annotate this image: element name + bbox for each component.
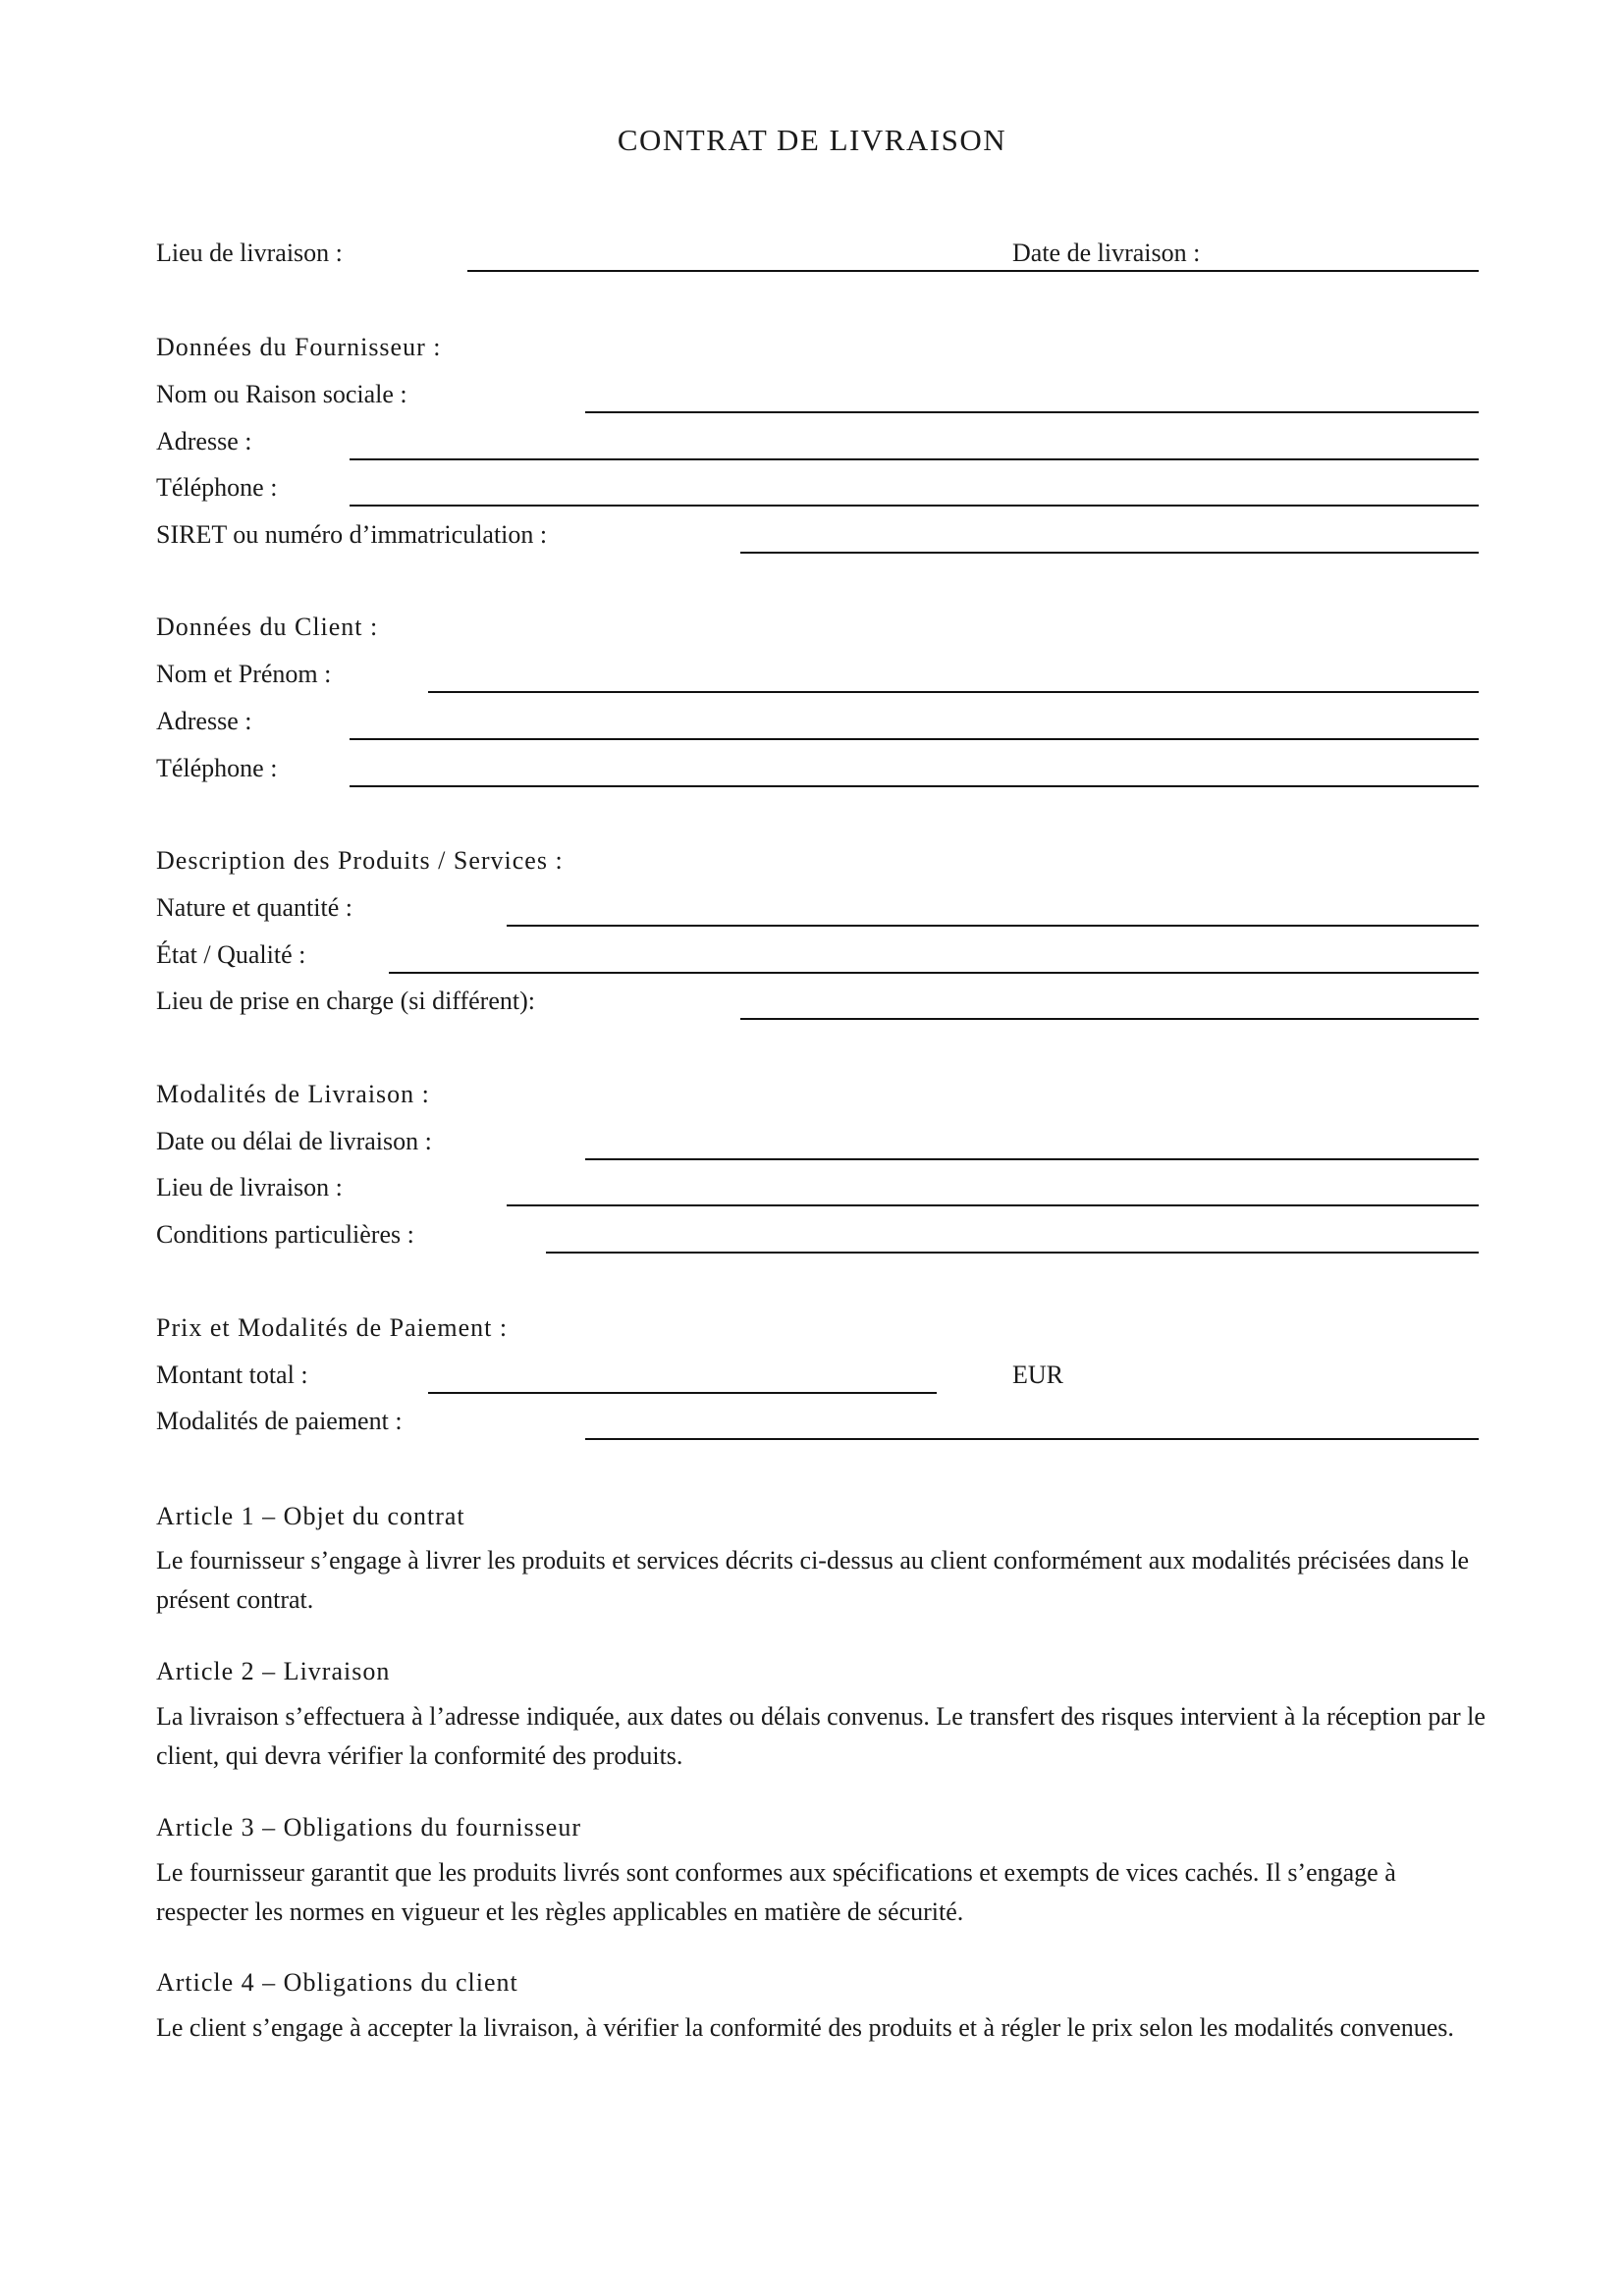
client-name-label: Nom et Prénom : xyxy=(156,660,332,688)
supplier-name-field[interactable] xyxy=(585,411,1479,413)
supplier-address-field[interactable] xyxy=(350,458,1479,460)
article-2-text: La livraison s’effectuera à l’adresse indiquée, aux dates ou délais convenus. Le transfert des risques intervient à la réception par le client, qui devra vérifier la conformité des produits. xyxy=(156,1702,1486,1770)
client-phone-label: Téléphone : xyxy=(156,754,278,782)
supplier-name-label: Nom ou Raison sociale : xyxy=(156,380,407,408)
delivery-place-label: Lieu de livraison : xyxy=(156,239,343,267)
client-name-field[interactable] xyxy=(428,691,1479,693)
delivery-date-label: Date de livraison : xyxy=(1012,239,1201,267)
payment-heading: Prix et Modalités de Paiement : xyxy=(156,1313,509,1342)
supplier-siret-label: SIRET ou numéro d’immatriculation : xyxy=(156,520,548,549)
article-1-heading: Article 1 – Objet du contrat xyxy=(156,1502,465,1530)
article-4-text: Le client s’engage à accepter la livraison, à vérifier la conformité des produits et à régler le prix selon les modalités convenues. xyxy=(156,2013,1454,2042)
article-1-text: Le fournisseur s’engage à livrer les produits et services décrits ci-dessus au client conformément aux modalités précisées dans le présent contrat. xyxy=(156,1546,1470,1614)
payment-method-field[interactable] xyxy=(585,1438,1479,1440)
document-title: CONTRAT DE LIVRAISON xyxy=(617,123,1007,157)
delivery-location-field[interactable] xyxy=(507,1204,1479,1206)
delivery-deadline-field[interactable] xyxy=(585,1158,1479,1160)
supplier-heading: Données du Fournisseur : xyxy=(156,333,442,361)
products-heading: Description des Produits / Services : xyxy=(156,846,564,875)
payment-method-label: Modalités de paiement : xyxy=(156,1407,403,1435)
product-nature-label: Nature et quantité : xyxy=(156,893,352,922)
product-state-field[interactable] xyxy=(389,972,1479,974)
delivery-deadline-label: Date ou délai de livraison : xyxy=(156,1127,432,1155)
article-3-heading: Article 3 – Obligations du fournisseur xyxy=(156,1813,581,1842)
special-conditions-field[interactable] xyxy=(546,1252,1479,1254)
currency-label: EUR xyxy=(1012,1361,1063,1389)
product-state-label: État / Qualité : xyxy=(156,940,306,969)
pickup-place-field[interactable] xyxy=(740,1018,1479,1020)
client-address-field[interactable] xyxy=(350,738,1479,740)
client-address-label: Adresse : xyxy=(156,707,252,735)
delivery-terms-heading: Modalités de Livraison : xyxy=(156,1080,430,1108)
product-nature-field[interactable] xyxy=(507,925,1479,927)
article-4-heading: Article 4 – Obligations du client xyxy=(156,1968,518,1997)
supplier-siret-field[interactable] xyxy=(740,552,1479,554)
special-conditions-label: Conditions particulières : xyxy=(156,1220,414,1249)
supplier-phone-field[interactable] xyxy=(350,505,1479,507)
delivery-location-label: Lieu de livraison : xyxy=(156,1173,343,1201)
client-heading: Données du Client : xyxy=(156,613,379,641)
delivery-place-field[interactable] xyxy=(467,270,1479,272)
supplier-address-label: Adresse : xyxy=(156,427,252,455)
total-amount-label: Montant total : xyxy=(156,1361,308,1389)
article-3-text: Le fournisseur garantit que les produits livrés sont conformes aux spécifications et exempts de vices cachés. Il s’engage à respecter les normes en vigueur et les règles applicables en matière de sécurité. xyxy=(156,1858,1396,1926)
article-2-heading: Article 2 – Livraison xyxy=(156,1657,391,1685)
client-phone-field[interactable] xyxy=(350,785,1479,787)
total-amount-field[interactable] xyxy=(428,1392,937,1394)
supplier-phone-label: Téléphone : xyxy=(156,473,278,502)
pickup-place-label: Lieu de prise en charge (si différent): xyxy=(156,987,535,1015)
